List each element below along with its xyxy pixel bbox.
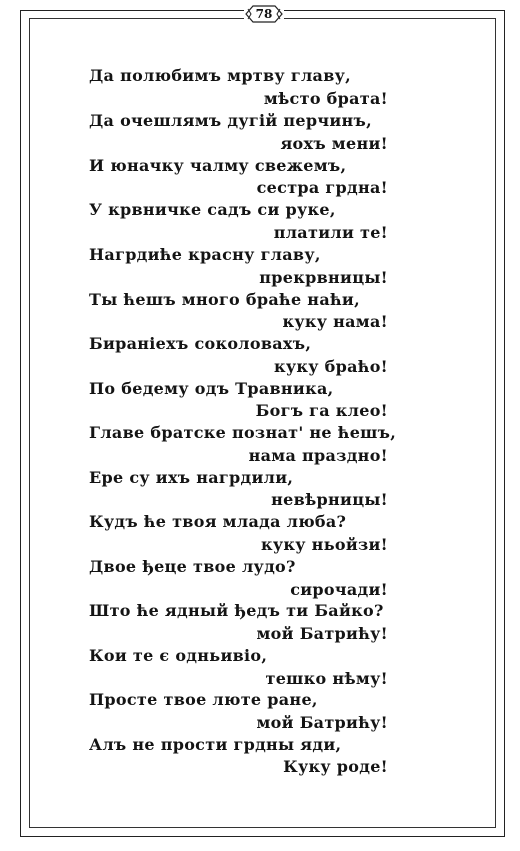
poem-line: Двое ђеце твое лудо? (89, 557, 296, 576)
poem-refrain: сирочади! (290, 580, 388, 599)
poem-line: И юначку чалму свежемъ, (89, 156, 347, 175)
poem-line: Бираніехъ соколовахъ, (89, 334, 312, 353)
poem-refrain: куку нама! (282, 312, 388, 331)
poem-refrain: мой Батрићу! (256, 624, 388, 643)
poem-refrain: Богъ га клео! (255, 401, 388, 420)
poem-refrain: платили те! (273, 223, 388, 242)
poem-line: Нагрдиће красну главу, (89, 245, 321, 264)
poem-line: У крвничке садъ си руке, (89, 200, 336, 219)
poem-refrain: невѣрницы! (271, 490, 388, 509)
poem-line: По бедему одъ Травника, (89, 379, 334, 398)
poem-line: Алъ не прости грдны яди, (89, 735, 342, 754)
poem-refrain: нама праздно! (248, 446, 388, 465)
poem-line: Кудъ ће твоя млада люба? (89, 512, 347, 531)
poem-line: Ты ћешъ много браће наћи, (89, 290, 360, 309)
poem-refrain: мѣсто брата! (263, 89, 388, 108)
poem-line: Главе братске познат' не ћешъ, (89, 423, 397, 442)
poem-line: Да очешлямъ дугій перчинъ, (89, 111, 373, 130)
poem-refrain: тешко нѣму! (265, 669, 388, 688)
poem-refrain: прекрвницы! (259, 268, 388, 287)
poem-refrain: куку ньойзи! (261, 535, 388, 554)
poem-refrain: мой Батрићу! (256, 713, 388, 732)
poem-line: Просте твое люте ране, (89, 690, 318, 709)
page-number: 78 (255, 7, 273, 21)
poem-line: Што ће ядный ђедъ ти Байко? (89, 601, 384, 620)
poem-line: Ере су ихъ нагрдили, (89, 468, 294, 487)
poem-refrain: Куку роде! (283, 757, 388, 776)
poem-refrain: куку браћо! (273, 357, 388, 376)
poem-refrain: сестра грдна! (256, 178, 388, 197)
poem-line: Кои те є одньивіо, (89, 646, 268, 665)
poem-refrain: яохъ мени! (280, 134, 388, 153)
poem-line: Да полюбимъ мртву главу, (89, 66, 352, 85)
